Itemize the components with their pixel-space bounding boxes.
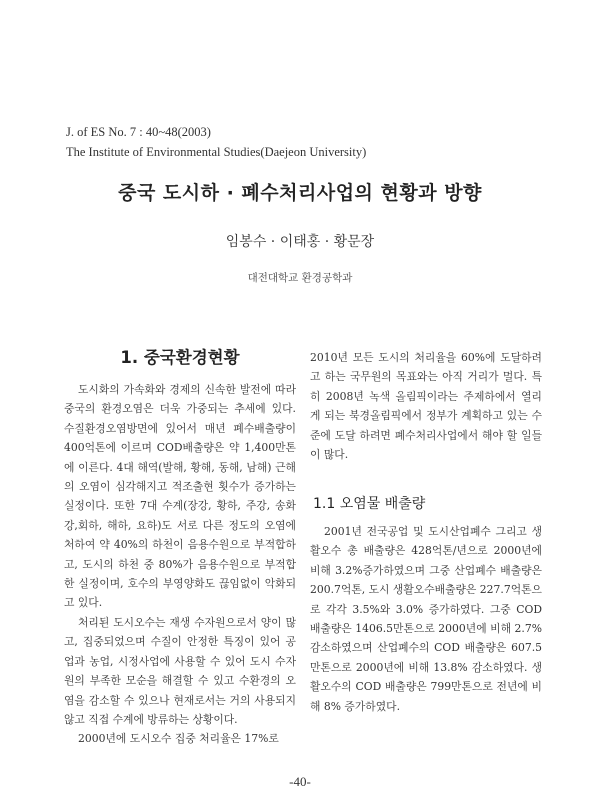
right-column-top [310,348,542,464]
body-paragraph: 2000년에 도시오수 집중 처리율은 17%로 [78,732,279,746]
subsection-heading-1-1: 1.1 오염물 배출량 [313,496,426,512]
author-list: 임봉수 · 이태홍 · 황문장 [225,234,375,250]
journal-header [66,122,366,162]
body-paragraph-continued: 2010년 모든 도시의 처리율을 60%에 도달하려고 하는 국무원의 목표와는 아직 거리가 멀다. 특히 2008년 녹색 올림픽이라는 주제하에서 열리게 되는 북경올림픽에서 정부가 계획하고 있는 수준에 도달 하려면 폐수처리사업에서 해야 할 일들이 많다. [310,351,542,462]
institute-name: The Institute of Environmental Studies(Daejeon University) [66,145,367,159]
section-heading-1: 1. 중국환경현황 [120,348,240,367]
body-paragraph: 2001년 전국공업 및 도시산업폐수 그리고 생활오수 총 배출량은 428억톤/년으로 2000년에 비해 3.2%증가하였으며 그중 산업폐수 배출량은 200.7억톤, 도시 생활오수배출량은 227.7억톤으로 각각 3.5%와 3.0% 증가하였다. 그중 COD 배출량은 1406.5만톤으로 2000년에 비해 2.7% 감소하였으며 산업폐수의 COD 배출량은 607.5만톤으로 2000년에 비해 13.8% 감소하였다. 생활오수의 COD 배출량은 799만톤으로 전년에 비해 8% 증가하였다. [310,525,542,713]
body-paragraph: 처리된 도시오수는 재생 수자원으로서 양이 많고, 집중되었으며 수질이 안정한 특징이 있어 공업과 농업, 시정사업에 사용할 수 있어 도시 수자원의 부족한 모순을 해결할 수 있고 수환경의 오염을 감소할 수 있으나 현재로서는 거의 사용되지 않고 직접 수계에 방류하는 상황이다. [64,615,296,726]
left-column [64,380,296,749]
body-paragraph: 도시화의 가속화와 경제의 신속한 발전에 따라 중국의 환경오염은 더욱 가중되는 추세에 있다. 수질환경오염방면에 있어서 매년 폐수배출량이 400억톤에 이르며 COD배출량은 약 1,400만톤에 이른다. 4대 해역(발해, 황해, 동해, 남해) 근해의 오염이 심각해지고 적조출현 횟수가 증가하는 실정이다. 또한 7대 수계(장강, 황하, 주강, 송화강,회하, 해하, 요하)도 서로 다른 정도의 오염에 처하여 약 40%의 하천이 음용수원으로 부적합하고, 도시의 하천 중 80%가 음용수원으로 부적합한 실정이며, 호수의 부영양화도 끊임없이 악화되고 있다. [64,383,296,610]
affiliation: 대전대학교 환경공학과 [247,272,353,284]
paper-title: 중국 도시하 · 폐수처리사업의 현황과 방향 [118,182,482,204]
journal-citation: J. of ES No. 7 : 40~48(2003) [66,125,211,139]
page-number: -40- [289,774,311,789]
right-column-bottom [310,522,542,716]
